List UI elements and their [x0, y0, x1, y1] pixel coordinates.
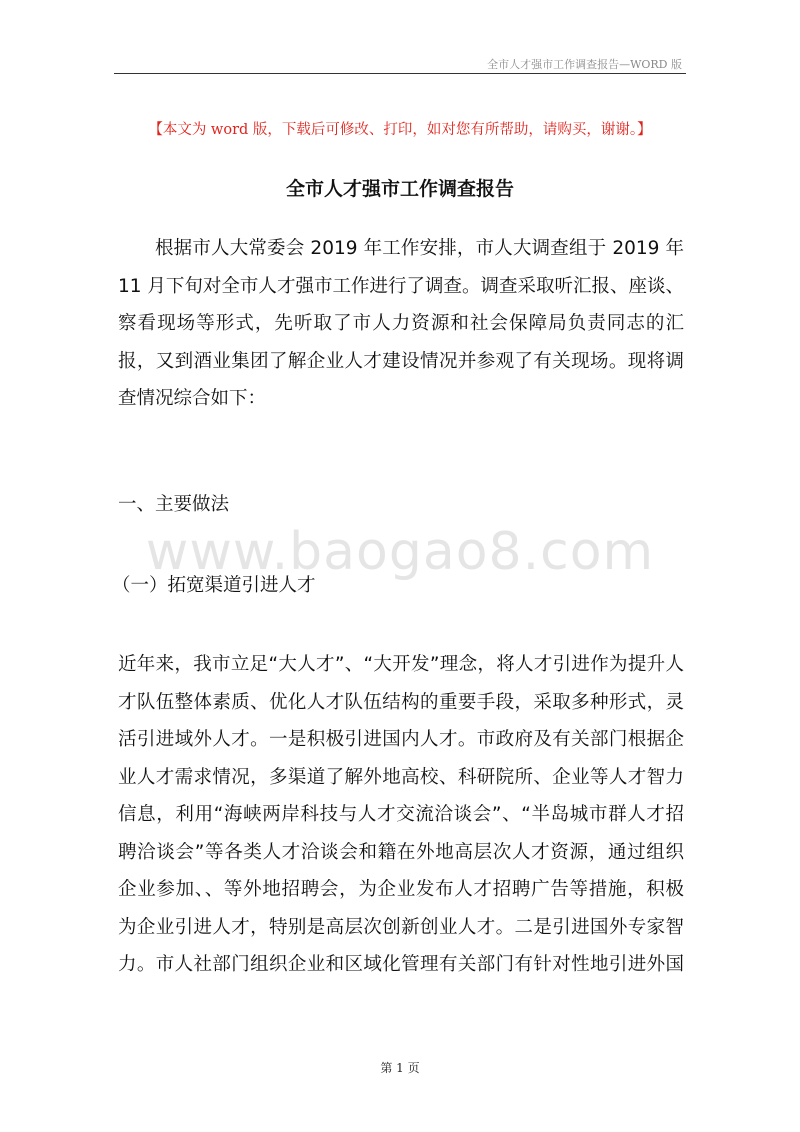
- paragraph-line: 才队伍整体素质、优化人才队伍结构的重要手段，采取多种形式，灵: [118, 691, 684, 713]
- paragraph-line: 聘洽谈会”等各类人才洽谈会和籍在外地高层次人才资源，通过组织: [118, 841, 684, 863]
- header-divider: [114, 73, 686, 74]
- paragraph-line: 查情况综合如下：: [118, 388, 267, 409]
- paragraph-line: 近年来，我市立足“大人才”、“大开发”理念，将人才引进作为提升人: [118, 654, 684, 675]
- paragraph-line: 为企业引进人才，特别是高层次创新创业人才。二是引进国外专家智: [118, 916, 684, 938]
- paragraph-line: 察看现场等形式，先听取了市人力资源和社会保障局负责同志的汇: [118, 313, 684, 334]
- download-notice: 【本文为 word 版，下载后可修改、打印，如对您有所帮助，请购买，谢谢。】: [148, 122, 652, 138]
- document-title: 全市人才强市工作调查报告: [285, 178, 514, 200]
- paragraph-line: 业人才需求情况，多渠道了解外地高校、科研院所、企业等人才智力: [118, 766, 684, 788]
- section-heading: 一、主要做法: [118, 494, 230, 515]
- paragraph-line: 11 月下旬对全市人才强市工作进行了调查。调查采取听汇报、座谈、: [118, 275, 684, 297]
- paragraph-line: 信息，利用“海峡两岸科技与人才交流洽谈会”、“半岛城市群人才招: [118, 804, 684, 825]
- paragraph-line: 力。市人社部门组织企业和区域化管理有关部门有针对性地引进外国: [118, 954, 684, 975]
- intro-paragraph: [118, 230, 684, 418]
- paragraph-line: 活引进域外人才。一是积极引进国内人才。市政府及有关部门根据企: [118, 729, 684, 750]
- body-paragraph: [118, 646, 684, 984]
- running-header: 全市人才强市工作调查报告—WORD 版: [487, 58, 682, 71]
- subsection-heading: （一）拓宽渠道引进人才: [112, 575, 316, 596]
- paragraph-line: 报，又到酒业集团了解企业人才建设情况并参观了有关现场。现将调: [118, 350, 684, 372]
- page-number: 第 1 页: [380, 1061, 420, 1075]
- paragraph-line: 企业参加、、等外地招聘会，为企业发布人才招聘广告等措施，积极: [118, 879, 684, 900]
- paragraph-line: 根据市人大常委会 2019 年工作安排，市人大调查组于 2019 年: [155, 238, 684, 259]
- site-watermark: www.baogao8.com: [145, 522, 655, 582]
